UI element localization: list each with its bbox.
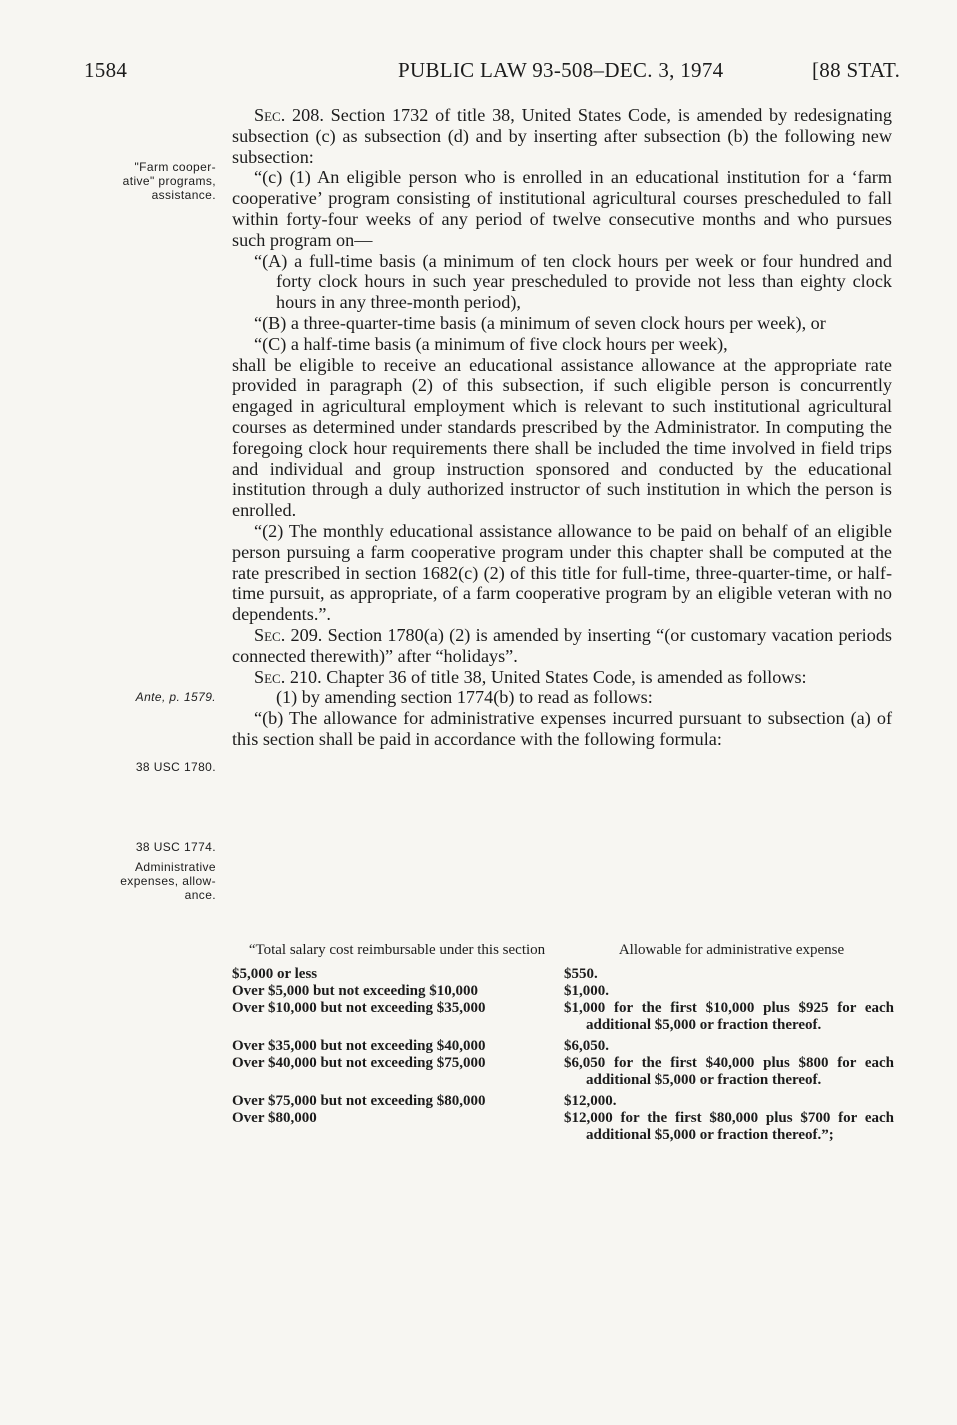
salary-range-cell (232, 1093, 550, 1110)
clause-c: “(C) a half-time basis (a minimum of five clock hours per week), (254, 333, 728, 354)
salary-range-cell (232, 983, 550, 1000)
table-row (232, 1000, 894, 1034)
section-209-text: Section 1780(a) (2) is amended by inserting “(or customary vacation periods connected therewith)” after “holidays”. (232, 624, 892, 666)
allowance-cell (564, 1110, 894, 1144)
salary-range-cell (232, 1055, 550, 1072)
salary-range-text: Over $35,000 but not exceeding $40,000 (232, 1038, 486, 1054)
table-header (232, 942, 894, 959)
table-row (232, 1055, 894, 1089)
section-210-text: Chapter 36 of title 38, United States Code, is amended as follows: (321, 666, 807, 687)
item-1: (1) by amending section 1774(b) to read as follows: (276, 687, 653, 708)
paragraph-2: “(2) The monthly educational assistance allowance to be paid on behalf of an eligible person pursuing a farm cooperative program under this chapter shall be computed at the rate prescribed in section 1682(c) (2) of this title for full-time, three-quarter-time, or half-time pursuit, as appropriate, of a farm cooperative program by an eligible veteran with no dependents.”. (232, 520, 892, 625)
margin-note-admin-text: Administrative expenses, allow- ance. (120, 860, 216, 902)
page-number: 1584 (84, 58, 128, 82)
salary-range-cell (232, 1000, 550, 1017)
statute-reference: [88 STAT. (812, 58, 901, 82)
table-row (232, 983, 894, 1000)
allowance-text: $550. (564, 966, 598, 982)
section-210-label: Sec. 210. (254, 666, 322, 687)
column-header-salary-cost: “Total salary cost reimbursable under this section (248, 942, 546, 958)
subsection-c1-continuation: shall be eligible to receive an educational assistance allowance at the appropriate rate provided in paragraph (2) of this subsection, if such eligible person is concurrently engaged in agricultural employment which is relevant to such institutional agricultural courses as determined under standards prescribed by the Administrator. In computing the foregoing clock hour requirements there shall be included the time involved in field trips and individual and group instruction sponsored and conducted by the educational institution through a duly authorized instructor of such institution in which the person is enrolled. (232, 354, 892, 521)
allowance-text: $6,050 for the first $40,000 plus $800 for each additional $5,000 or fraction thereof. (564, 1055, 894, 1088)
table-row (232, 1110, 894, 1144)
table-row (232, 1093, 894, 1110)
section-208-text: Section 1732 of title 38, United States Code, is amended by redesignating subsection (c) as subsection (d) and by inserting after subsection (b) the following new subsection: (232, 105, 892, 167)
allowance-text: $12,000 for the first $80,000 plus $700 for each additional $5,000 or fraction thereof.”; (564, 1110, 894, 1143)
allowance-cell (564, 1055, 894, 1089)
margin-note-38-usc-1780: 38 USC 1780. (135, 760, 216, 774)
section-208 (232, 105, 892, 167)
running-title: PUBLIC LAW 93-508–DEC. 3, 1974 (398, 58, 724, 82)
clause-a: “(A) a full-time basis (a minimum of ten clock hours per week or four hundred and forty clock hours in such year prescheduled to provide not less than eighty clock hours in any three-month period), (254, 250, 892, 313)
salary-range-text: Over $80,000 (232, 1110, 317, 1126)
allowance-cell (564, 1093, 894, 1110)
allowance-text: $1,000. (564, 983, 609, 999)
subsection-b: “(b) The allowance for administrative expenses incurred pursuant to subsection (a) of this section shall be paid in accordance with the following formula: (232, 708, 892, 749)
allowance-cell (564, 983, 894, 1000)
section-209-label: Sec. 209. (254, 624, 323, 645)
salary-range-text: $5,000 or less (232, 966, 318, 982)
salary-range-cell (232, 966, 550, 983)
salary-range-text: Over $10,000 but not exceeding $35,000 (232, 1000, 486, 1016)
subsection-c1-intro: “(c) (1) An eligible person who is enrolled in an educational institution for a ‘farm cooperative’ program consisting of institutional agricultural courses prescheduled to fall within forty-four weeks of any period of twelve consecutive months and who pursues such program on— (232, 167, 892, 250)
margin-note-farm-cooperative (78, 160, 216, 202)
section-210 (232, 667, 892, 688)
clause-b: “(B) a three-quarter-time basis (a minimum of seven clock hours per week), or (254, 312, 826, 333)
margin-note-ante: Ante, p. 1579. (135, 690, 216, 704)
table-row (232, 1038, 894, 1055)
section-209 (232, 625, 892, 667)
allowance-cell (564, 1038, 894, 1055)
salary-range-cell (232, 1038, 550, 1055)
allowance-cell (564, 1000, 894, 1034)
allowance-cell (564, 966, 894, 983)
column-header-allowable: Allowable for administrative expense (618, 942, 845, 958)
margin-note-farm-text: "Farm cooper- ative" programs, assistance. (122, 160, 216, 202)
allowance-formula-table (232, 942, 894, 1144)
salary-range-text: Over $40,000 but not exceeding $75,000 (232, 1055, 486, 1071)
margin-note-38-usc-1774: 38 USC 1774. (135, 840, 216, 854)
section-208-label: Sec. 208. (254, 105, 324, 125)
table-row (232, 966, 894, 983)
table-body (232, 966, 894, 1144)
allowance-text: $12,000. (564, 1093, 617, 1109)
salary-range-cell (232, 1110, 550, 1127)
allowance-text: $6,050. (564, 1038, 609, 1054)
body-text (232, 105, 892, 750)
salary-range-text: Over $75,000 but not exceeding $80,000 (232, 1093, 486, 1109)
allowance-text: $1,000 for the first $10,000 plus $925 for each additional $5,000 or fraction thereof. (564, 1000, 894, 1033)
salary-range-text: Over $5,000 but not exceeding $10,000 (232, 983, 478, 999)
margin-note-administrative (78, 860, 216, 902)
